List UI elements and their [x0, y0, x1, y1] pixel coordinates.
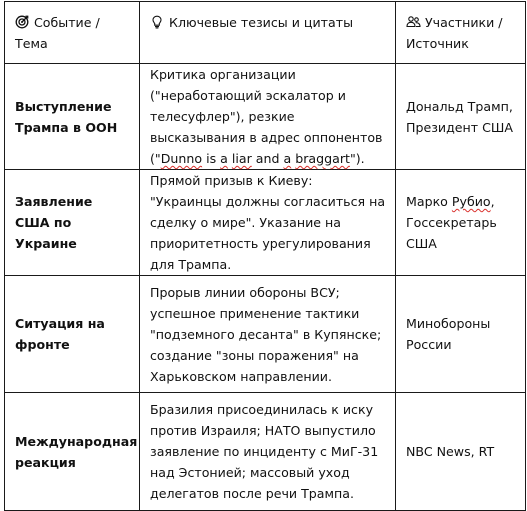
quote-word: and [251, 151, 284, 166]
participants-cell [396, 170, 526, 276]
quote-word: liar [231, 151, 252, 166]
header-cell-participants [396, 2, 526, 64]
participant-role: , Госсекретарь США [406, 194, 497, 251]
events-table [4, 1, 526, 511]
people-icon [406, 15, 420, 29]
topic-cell: Международная реакция [5, 393, 140, 511]
header-label-participants: Участники / Источник [406, 15, 503, 51]
table-row [5, 64, 526, 170]
table-row [5, 170, 526, 276]
lightbulb-icon [150, 15, 164, 29]
header-label-event: Событие / Тема [15, 15, 100, 51]
topic-cell: Выступление Трампа в ООН [5, 64, 140, 170]
table-row [5, 393, 526, 511]
theses-cell: Прорыв линии обороны ВСУ; успешное применение тактики "подземного десанта" в Купянске; создание "зоны поражения" на Харьковском направлении. [140, 276, 396, 393]
quote-word: a [220, 151, 228, 166]
participants-cell: NBC News, RT [396, 393, 526, 511]
theses-cell: Прямой призыв к Киеву: "Украинцы должны согласиться на сделку о мире". Указание на приоритетность урегулирования для Трампа. [140, 170, 396, 276]
theses-text: Критика организации ("неработающий эскалатор и телесуфлер"), резкие высказывания в адрес оппонентов (" [150, 67, 383, 166]
participants-cell: Минобороны России [396, 276, 526, 393]
participant-name: Марко [406, 194, 452, 209]
table-row [5, 276, 526, 393]
participants-cell: Дональд Трамп, Президент США [396, 64, 526, 170]
header-cell-theses [140, 2, 396, 64]
theses-cell: Бразилия присоединилась к иску против Израиля; НАТО выпустило заявление по инциденту с МиГ-31 над Эстонией; массовый уход делегатов после речи Трампа. [140, 393, 396, 511]
topic-cell: Ситуация на фронте [5, 276, 140, 393]
participant-surname: Рубио [451, 194, 491, 209]
target-icon [15, 15, 29, 29]
table-header-row [5, 2, 526, 64]
quote-word: is [202, 151, 221, 166]
header-cell-event [5, 2, 140, 64]
header-label-theses: Ключевые тезисы и цитаты [169, 15, 354, 30]
quote-word: Dunno [160, 151, 203, 166]
quote-word: a [283, 151, 292, 166]
quote-word: braggart [295, 151, 350, 166]
theses-text: "). [349, 151, 365, 166]
theses-cell [140, 64, 396, 170]
topic-cell: Заявление США по Украине [5, 170, 140, 276]
